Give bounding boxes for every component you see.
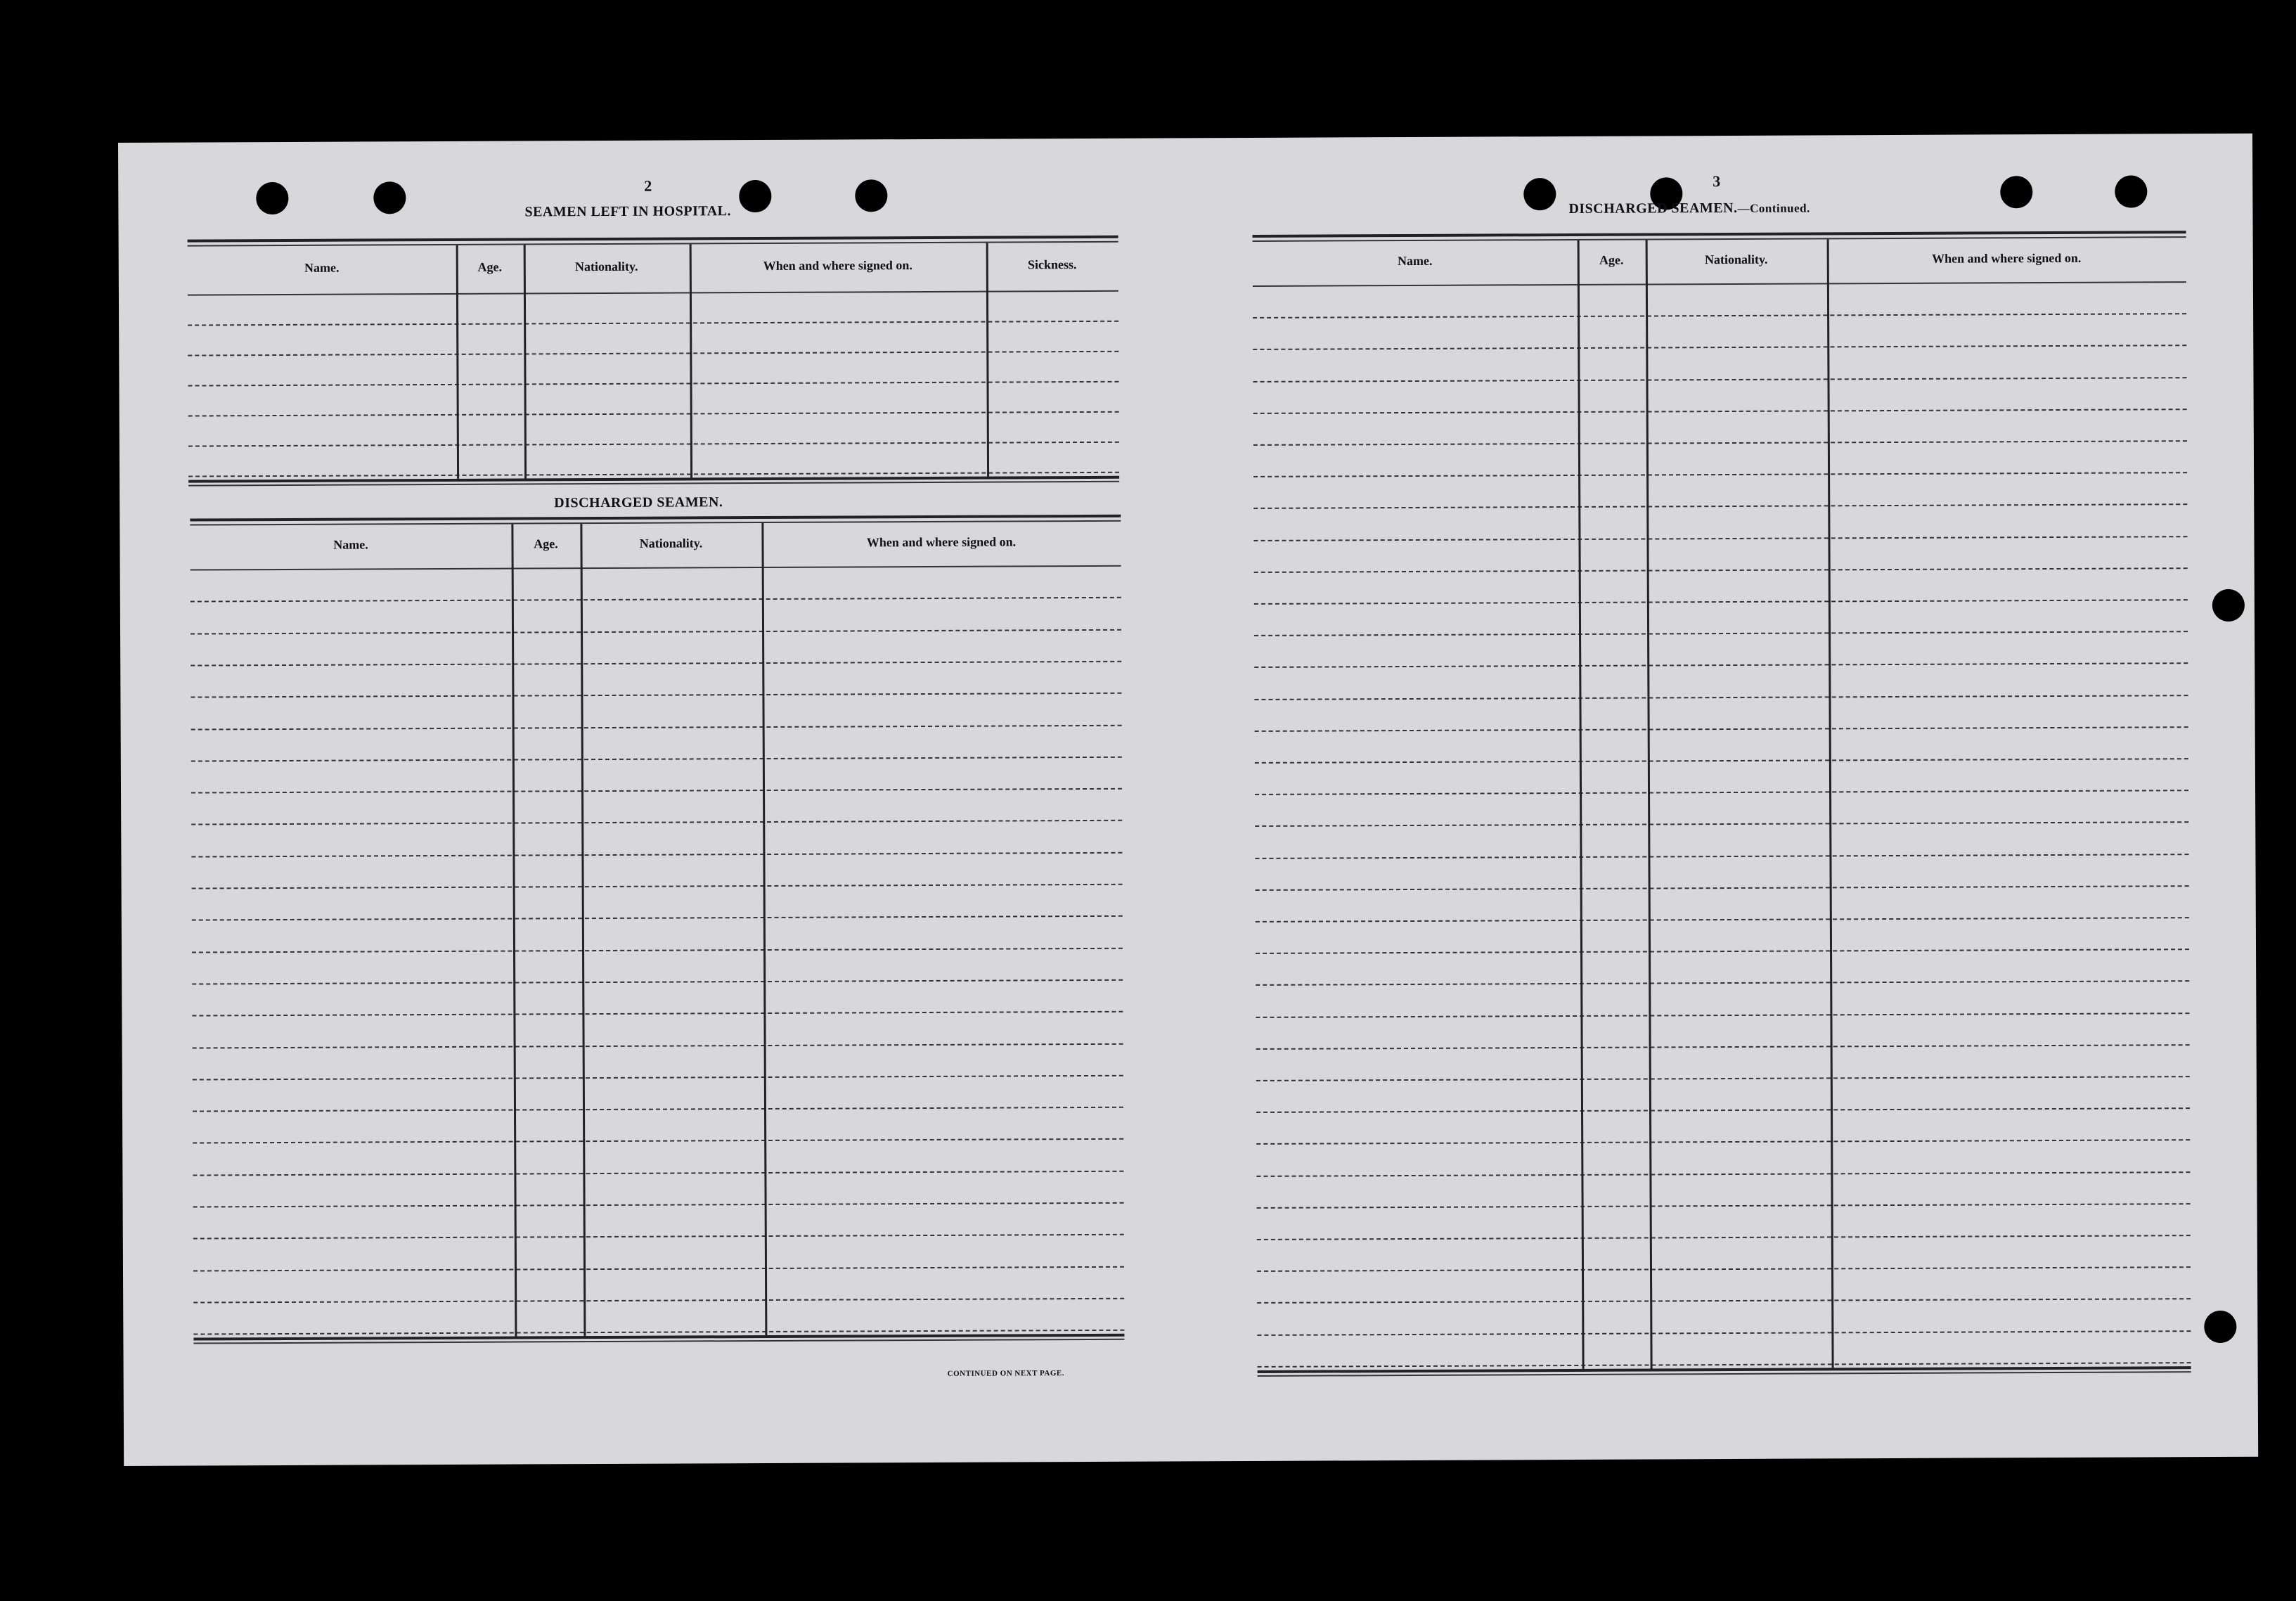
page-number-right: 3 [1713, 172, 1721, 191]
table-row-line [191, 788, 1122, 794]
table-row-line [1254, 599, 2188, 605]
table-row-line [193, 1107, 1123, 1112]
table-row-line [1254, 631, 2188, 636]
column-divider [1646, 240, 1653, 1369]
punch-hole [373, 181, 406, 214]
table-row-line [1256, 1140, 2190, 1145]
table-row-line [191, 693, 1121, 698]
table-row-line [1256, 949, 2189, 954]
table-row-line [1253, 504, 2187, 510]
table-row-line [193, 1138, 1123, 1144]
discharged-table [190, 515, 1124, 1346]
page-number-left: 2 [644, 176, 652, 195]
column-header-name: Name. [333, 536, 368, 552]
table-row-line [1257, 1266, 2191, 1272]
column-divider [761, 523, 767, 1335]
column-header-name: Name. [304, 260, 340, 275]
table-row-line [191, 597, 1121, 603]
table-row-line [1256, 1076, 2190, 1081]
table-row-line [188, 381, 1119, 387]
discharged-continued-title [1568, 200, 1810, 217]
punch-hole [256, 182, 288, 214]
table-row-line [1256, 981, 2189, 986]
table-row-line [1255, 790, 2188, 795]
table-row-line [1255, 726, 2188, 732]
table-row-line [192, 979, 1123, 985]
table-row-line [1256, 885, 2189, 891]
column-header-age: Age. [1599, 252, 1624, 267]
punch-hole [739, 180, 771, 212]
table-row-line [1257, 1203, 2191, 1209]
continued-note: CONTINUED ON NEXT PAGE. [947, 1369, 1065, 1378]
table-row-line [1256, 1012, 2189, 1018]
table-row-line [193, 1043, 1123, 1048]
hospital-table [188, 236, 1120, 489]
column-header-when-and-where-signed-on: When and where signed on. [1932, 250, 2082, 266]
table-row-line [1257, 1235, 2191, 1240]
column-header-name: Name. [1397, 253, 1433, 268]
table-row-line [1253, 409, 2187, 414]
column-header-when-and-where-signed-on: When and where signed on. [763, 257, 912, 273]
table-row-line [1254, 695, 2188, 700]
table-row-line [1253, 313, 2186, 319]
table-row-line [188, 442, 1119, 447]
table-row-line [193, 1298, 1124, 1304]
table-row-line [1256, 1171, 2190, 1177]
table-row-line [188, 351, 1118, 356]
hospital-section-title: SEAMEN LEFT IN HOSPITAL. [524, 203, 732, 220]
punch-hole [2115, 175, 2147, 207]
table-row-line [191, 661, 1121, 667]
discharged-continued-title-main: DISCHARGED SEAMEN. [1568, 200, 1738, 217]
table-row-line [1256, 917, 2189, 922]
punch-hole [2212, 589, 2245, 622]
table-row-line [191, 820, 1122, 825]
punch-hole [1523, 178, 1556, 210]
column-header-nationality: Nationality. [1704, 252, 1768, 266]
table-row-line [192, 915, 1123, 921]
column-divider [1578, 240, 1585, 1369]
table-row-line [192, 884, 1123, 889]
table-row-line [1253, 377, 2186, 382]
table-row-line [191, 757, 1122, 762]
table-row-line [1255, 854, 2188, 859]
table-row-line [192, 947, 1123, 953]
table-row-line [193, 1075, 1123, 1081]
table-row-line [193, 1266, 1124, 1271]
table-row-line [1257, 1330, 2191, 1336]
column-header-sickness: Sickness. [1027, 257, 1077, 271]
table-row-line [191, 851, 1122, 857]
column-divider [1827, 239, 1834, 1368]
table-row-line [1253, 536, 2187, 541]
table-row-line [191, 724, 1122, 730]
table-row-line [192, 1011, 1123, 1017]
column-header-age: Age. [534, 536, 558, 551]
table-row-line [193, 1234, 1124, 1240]
discharged-section-title: DISCHARGED SEAMEN. [554, 494, 723, 511]
document-sheet [118, 134, 2258, 1466]
table-row-line [193, 1202, 1124, 1208]
table-row-line [188, 411, 1119, 417]
column-header-age: Age. [477, 259, 503, 274]
column-divider [580, 524, 586, 1336]
table-row-line [1256, 1044, 2190, 1050]
table-row-line [188, 321, 1118, 326]
table-row-line [1253, 472, 2187, 477]
punch-hole [2204, 1311, 2236, 1343]
punch-hole [2000, 176, 2032, 208]
column-header-nationality: Nationality. [639, 535, 703, 551]
table-row-line [1255, 758, 2188, 764]
table-row-line [1253, 440, 2187, 446]
discharged-continued-table [1253, 231, 2191, 1379]
table-row-line [1254, 567, 2188, 573]
column-header-when-and-where-signed-on: When and where signed on. [866, 534, 1017, 549]
column-divider [511, 525, 517, 1337]
continued-suffix: —Continued. [1737, 201, 1810, 215]
table-row-line [1255, 822, 2188, 828]
punch-hole [855, 179, 887, 212]
table-row-line [1257, 1299, 2191, 1304]
table-row-line [191, 629, 1121, 634]
table-row-line [1256, 1107, 2190, 1113]
table-row-line [193, 1170, 1123, 1176]
table-row-line [1254, 663, 2188, 669]
table-row-line [1253, 345, 2186, 351]
column-header-nationality: Nationality. [574, 259, 638, 274]
